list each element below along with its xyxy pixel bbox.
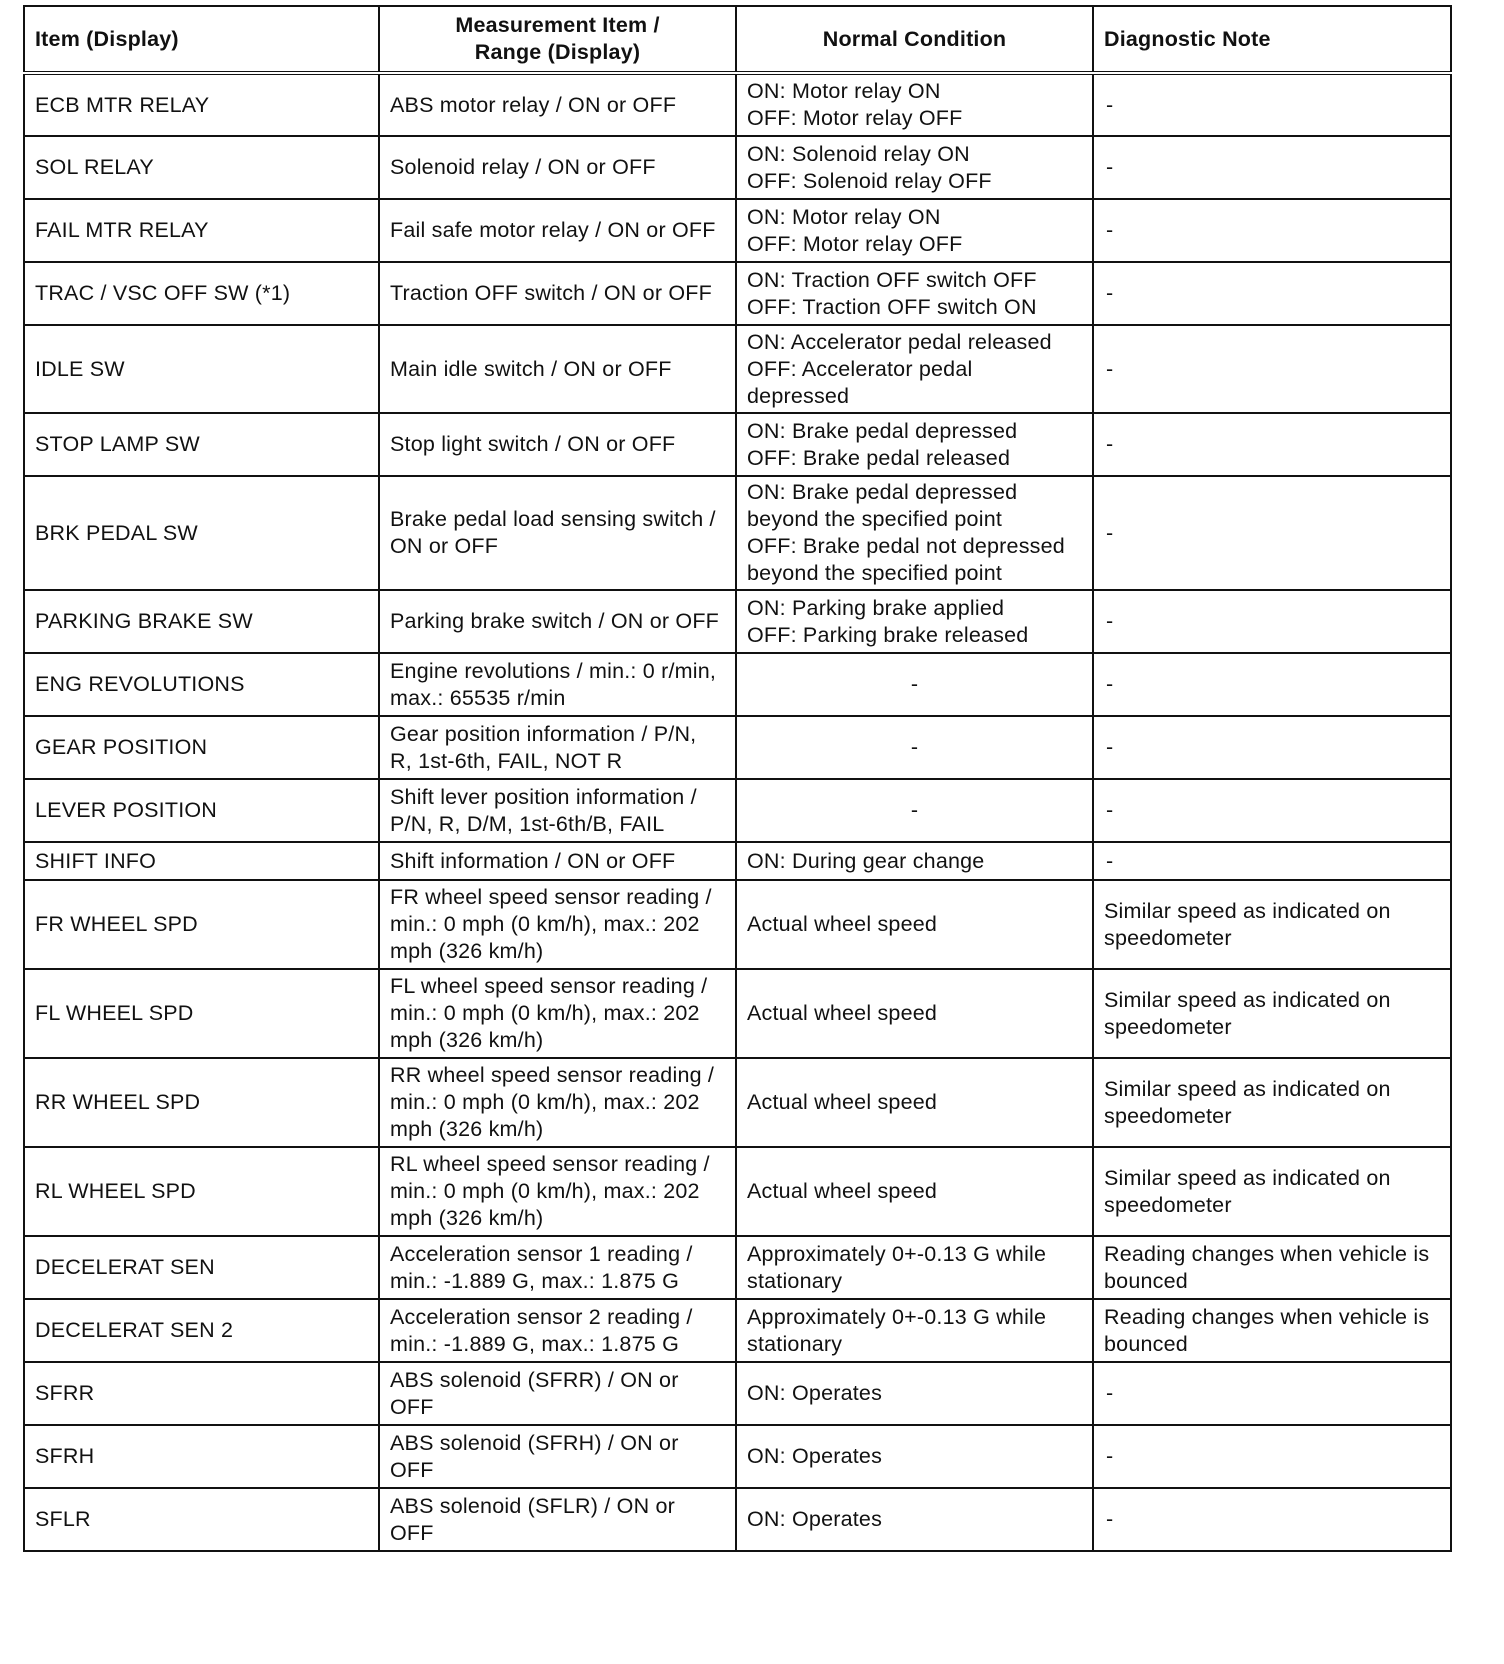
table-body	[24, 73, 1451, 1551]
cell-diagnostic-note: -	[1093, 262, 1451, 325]
cell-normal-condition: Approximately 0+-0.13 G while stationary	[736, 1299, 1093, 1362]
cell-measurement: FR wheel speed sensor reading / min.: 0 mph (0 km/h), max.: 202 mph (326 km/h)	[379, 880, 736, 969]
cell-measurement: RR wheel speed sensor reading / min.: 0 mph (0 km/h), max.: 202 mph (326 km/h)	[379, 1058, 736, 1147]
cell-measurement: Solenoid relay / ON or OFF	[379, 136, 736, 199]
header-row	[24, 6, 1451, 73]
cell-normal-condition: ON: Parking brake applied OFF: Parking brake released	[736, 590, 1093, 653]
header-normal-condition: Normal Condition	[736, 6, 1093, 73]
cell-measurement: Stop light switch / ON or OFF	[379, 413, 736, 476]
table-row	[24, 476, 1451, 590]
cell-measurement: ABS motor relay / ON or OFF	[379, 73, 736, 136]
cell-item: SFRH	[24, 1425, 379, 1488]
cell-measurement: Engine revolutions / min.: 0 r/min, max.: 65535 r/min	[379, 653, 736, 716]
cell-item: DECELERAT SEN	[24, 1236, 379, 1299]
cell-diagnostic-note: -	[1093, 590, 1451, 653]
cell-measurement: ABS solenoid (SFLR) / ON or OFF	[379, 1488, 736, 1551]
cell-item: FR WHEEL SPD	[24, 880, 379, 969]
cell-diagnostic-note: -	[1093, 136, 1451, 199]
table-row	[24, 716, 1451, 779]
cell-diagnostic-note: -	[1093, 73, 1451, 136]
cell-measurement: Fail safe motor relay / ON or OFF	[379, 199, 736, 262]
cell-item: ECB MTR RELAY	[24, 73, 379, 136]
cell-diagnostic-note: -	[1093, 779, 1451, 842]
cell-diagnostic-note: -	[1093, 325, 1451, 413]
table-row	[24, 262, 1451, 325]
table-row	[24, 590, 1451, 653]
table-row	[24, 1425, 1451, 1488]
cell-diagnostic-note: -	[1093, 413, 1451, 476]
cell-normal-condition: ON: Motor relay ON OFF: Motor relay OFF	[736, 199, 1093, 262]
table-row	[24, 73, 1451, 136]
cell-measurement: ABS solenoid (SFRR) / ON or OFF	[379, 1362, 736, 1425]
cell-normal-condition: ON: Operates	[736, 1488, 1093, 1551]
table-header	[24, 6, 1451, 73]
cell-diagnostic-note: Similar speed as indicated on speedometer	[1093, 1147, 1451, 1236]
table-row	[24, 325, 1451, 413]
cell-diagnostic-note: Reading changes when vehicle is bounced	[1093, 1299, 1451, 1362]
cell-normal-condition: -	[736, 653, 1093, 716]
cell-item: SOL RELAY	[24, 136, 379, 199]
cell-normal-condition: Actual wheel speed	[736, 969, 1093, 1058]
cell-diagnostic-note: -	[1093, 1425, 1451, 1488]
header-measurement: Measurement Item / Range (Display)	[379, 6, 736, 73]
cell-diagnostic-note: -	[1093, 653, 1451, 716]
cell-normal-condition: ON: Operates	[736, 1362, 1093, 1425]
cell-normal-condition: Actual wheel speed	[736, 880, 1093, 969]
cell-normal-condition: ON: During gear change	[736, 842, 1093, 880]
table-row	[24, 1236, 1451, 1299]
cell-normal-condition: ON: Brake pedal depressed OFF: Brake pedal released	[736, 413, 1093, 476]
cell-item: IDLE SW	[24, 325, 379, 413]
table-row	[24, 199, 1451, 262]
table-row	[24, 842, 1451, 880]
cell-item: RR WHEEL SPD	[24, 1058, 379, 1147]
cell-item: SHIFT INFO	[24, 842, 379, 880]
cell-item: GEAR POSITION	[24, 716, 379, 779]
table-row	[24, 969, 1451, 1058]
cell-item: ENG REVOLUTIONS	[24, 653, 379, 716]
header-item: Item (Display)	[24, 6, 379, 73]
table-row	[24, 136, 1451, 199]
cell-normal-condition: ON: Motor relay ON OFF: Motor relay OFF	[736, 73, 1093, 136]
cell-item: SFRR	[24, 1362, 379, 1425]
table-row	[24, 1147, 1451, 1236]
table-row	[24, 413, 1451, 476]
header-diagnostic-note: Diagnostic Note	[1093, 6, 1451, 73]
cell-normal-condition: ON: Traction OFF switch OFF OFF: Traction OFF switch ON	[736, 262, 1093, 325]
cell-measurement: RL wheel speed sensor reading / min.: 0 mph (0 km/h), max.: 202 mph (326 km/h)	[379, 1147, 736, 1236]
cell-diagnostic-note: -	[1093, 1362, 1451, 1425]
cell-measurement: Parking brake switch / ON or OFF	[379, 590, 736, 653]
cell-item: DECELERAT SEN 2	[24, 1299, 379, 1362]
cell-item: RL WHEEL SPD	[24, 1147, 379, 1236]
cell-item: TRAC / VSC OFF SW (*1)	[24, 262, 379, 325]
cell-normal-condition: -	[736, 716, 1093, 779]
table-row	[24, 1488, 1451, 1551]
cell-diagnostic-note: -	[1093, 476, 1451, 590]
table-row	[24, 1058, 1451, 1147]
cell-diagnostic-note: Similar speed as indicated on speedometer	[1093, 880, 1451, 969]
cell-diagnostic-note: -	[1093, 842, 1451, 880]
cell-normal-condition: ON: Brake pedal depressed beyond the specified point OFF: Brake pedal not depressed beyond the specified point	[736, 476, 1093, 590]
cell-normal-condition: ON: Operates	[736, 1425, 1093, 1488]
cell-item: STOP LAMP SW	[24, 413, 379, 476]
cell-measurement: Shift information / ON or OFF	[379, 842, 736, 880]
cell-normal-condition: Actual wheel speed	[736, 1058, 1093, 1147]
data-list-table	[23, 5, 1452, 1552]
cell-normal-condition: ON: Solenoid relay ON OFF: Solenoid relay OFF	[736, 136, 1093, 199]
cell-normal-condition: Approximately 0+-0.13 G while stationary	[736, 1236, 1093, 1299]
cell-item: FAIL MTR RELAY	[24, 199, 379, 262]
cell-measurement: ABS solenoid (SFRH) / ON or OFF	[379, 1425, 736, 1488]
cell-normal-condition: Actual wheel speed	[736, 1147, 1093, 1236]
cell-normal-condition: ON: Accelerator pedal released OFF: Accelerator pedal depressed	[736, 325, 1093, 413]
cell-normal-condition: -	[736, 779, 1093, 842]
cell-item: PARKING BRAKE SW	[24, 590, 379, 653]
cell-diagnostic-note: -	[1093, 1488, 1451, 1551]
cell-measurement: Traction OFF switch / ON or OFF	[379, 262, 736, 325]
cell-item: BRK PEDAL SW	[24, 476, 379, 590]
cell-measurement: Acceleration sensor 2 reading / min.: -1.889 G, max.: 1.875 G	[379, 1299, 736, 1362]
table-row	[24, 880, 1451, 969]
cell-measurement: Brake pedal load sensing switch / ON or OFF	[379, 476, 736, 590]
cell-diagnostic-note: Similar speed as indicated on speedometer	[1093, 1058, 1451, 1147]
cell-diagnostic-note: -	[1093, 716, 1451, 779]
cell-item: LEVER POSITION	[24, 779, 379, 842]
table-row	[24, 1362, 1451, 1425]
cell-measurement: Main idle switch / ON or OFF	[379, 325, 736, 413]
cell-diagnostic-note: Reading changes when vehicle is bounced	[1093, 1236, 1451, 1299]
table-row	[24, 1299, 1451, 1362]
cell-item: FL WHEEL SPD	[24, 969, 379, 1058]
cell-item: SFLR	[24, 1488, 379, 1551]
cell-diagnostic-note: Similar speed as indicated on speedometer	[1093, 969, 1451, 1058]
table-row	[24, 653, 1451, 716]
cell-measurement: Gear position information / P/N, R, 1st-6th, FAIL, NOT R	[379, 716, 736, 779]
cell-measurement: Shift lever position information / P/N, R, D/M, 1st-6th/B, FAIL	[379, 779, 736, 842]
cell-measurement: Acceleration sensor 1 reading / min.: -1.889 G, max.: 1.875 G	[379, 1236, 736, 1299]
cell-measurement: FL wheel speed sensor reading / min.: 0 mph (0 km/h), max.: 202 mph (326 km/h)	[379, 969, 736, 1058]
cell-diagnostic-note: -	[1093, 199, 1451, 262]
table-row	[24, 779, 1451, 842]
